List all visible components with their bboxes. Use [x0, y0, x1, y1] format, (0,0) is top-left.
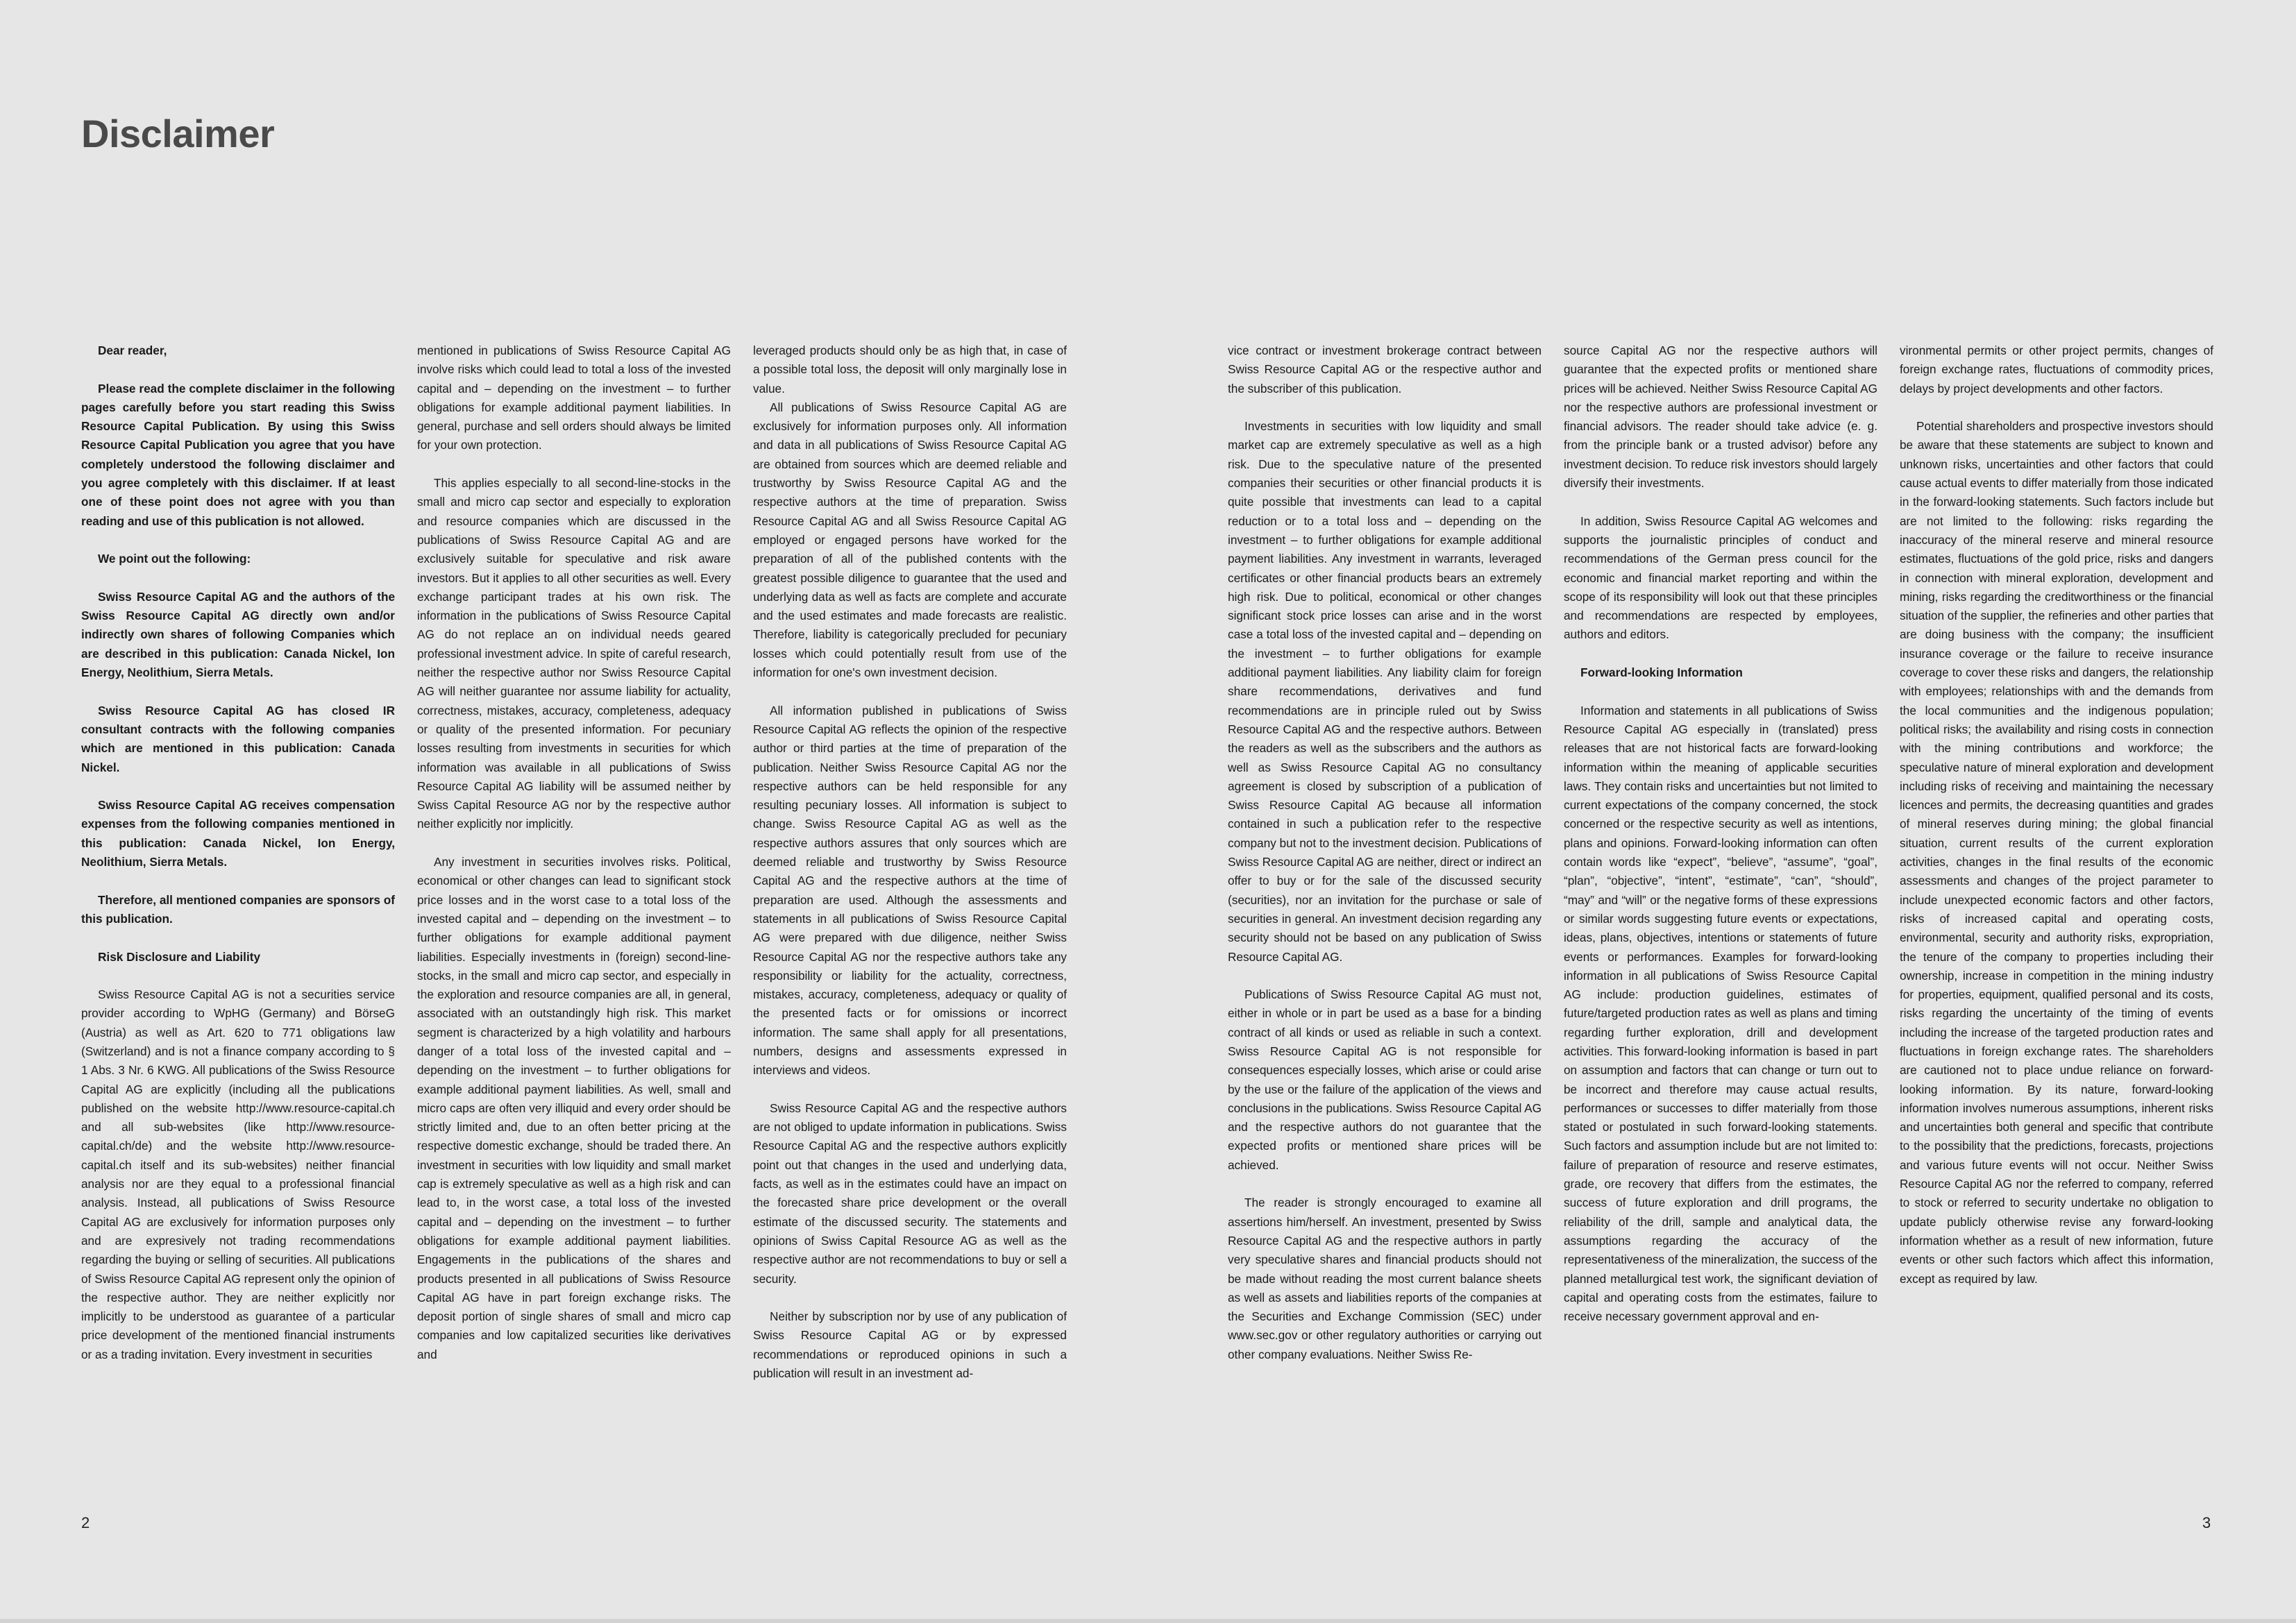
column-1 — [81, 341, 395, 1364]
paragraph: The reader is strongly encouraged to examine all assertions him/herself. An investment, presented by Swiss Resource Capital AG and the respective authors in partly very speculative shares and financial products should not be made without reading the most current balance sheets as well as assets and liabilities reports of the companies at the Securities and Exchange Commission (SEC) under www.sec.gov or other regulatory authorities or carrying out other company evaluations. Neither Swiss Re- — [1228, 1196, 1542, 1361]
page-number-left: 2 — [81, 1514, 90, 1531]
page-title: Disclaimer — [81, 112, 275, 155]
risk-disclosure-heading: Risk Disclosure and Liability — [98, 949, 261, 964]
paragraph: mentioned in publications of Swiss Resource Capital AG involve risks which could lead to total a loss of the invested capital and – depending on the investment – to further obligations for example additional payment liabilities. In general, purchase and sell orders should always be limited for your own protection. — [417, 343, 731, 452]
page-number-right: 3 — [2202, 1514, 2211, 1531]
paragraph: Any investment in securities involves risks. Political, economical or other changes can lead to significant stock price losses and in the worst case to a total loss of the invested capital and – depending on the investment – to further obligations for example additional payment liabilities. Especially investments in (foreign) second-line-stocks, in the small and micro cap sector, and especially in the exploration and resource companies are all, in general, associated with an outstandingly high risk. This market segment is characterized by a high volatility and harbours danger of a total loss of the invested capital and – depending on the investment – to further obligations for example additional payment liabilities. As well, small and micro caps are often very illiquid and every order should be strictly limited and, due to an often better pricing at the respective domestic exchange, should be traded there. An investment in securities with low liquidity and small market cap is extremely speculative as well as a high risk and can lead to, in the worst case, a total loss of the invested capital and – depending on the investment – to further obligations for example additional payment liabilities. Engagements in the publications of the shares and products presented in all publications of Swiss Resource Capital AG have in part foreign exchange risks. The deposit portion of single shares of small and micro cap companies and low capitalized securities like derivatives and — [417, 855, 731, 1361]
column-2 — [417, 341, 731, 1364]
sponsors-paragraph: Therefore, all mentioned companies are sponsors of this publication. — [81, 892, 395, 926]
paragraph: In addition, Swiss Resource Capital AG welcomes and supports the journalistic principles of conduct and recommendations of the German press council for the economic and financial market reporting and within the scope of its responsibility will look out that these principles and recommendations are respected by employees, authors and editors. — [1564, 513, 1877, 642]
paragraph: Potential shareholders and prospective investors should be aware that these statements are subject to known and unknown risks, uncertainties and other factors that could cause actual events to differ materially from those indicated in the forward-looking statements. Such factors include but are not limited to the following: risks regarding the inaccuracy of the mineral reserve and mineral resource estimates, fluctuations of the gold price, risks and dangers in connection with mineral exploration, development and mining, risks regarding the creditworthiness or the financial situation of the supplier, the refineries and other parties that are doing business with the company; the insufficient insurance coverage or the failure to receive insurance coverage to cover these risks and dangers, the relationship with employees; relationships with and the demands from the local communities and the indigenous population; political risks; the availability and rising costs in connection with the mining contributions and workforce; the speculative nature of mineral exploration and development including risks of receiving and maintaining the necessary licences and permits, the decreasing quantities and grades of mineral reserves during mining; the global financial situation, current results of the current exploration activities, changes in the final results of the economic assessments and changes of the project parameter to include unexpected economic factors and other factors, risks of increased capital and operating costs, environmental, security and authority risks, expropriation, the tenure of the company to properties including their ownership, increase in competition in the mining industry for properties, equipment, qualified personal and its costs, risks regarding the uncertainty of the timing of events including the increase of the targeted production rates and fluctuations in foreign exchange rates. The shareholders are cautioned not to place undue reliance on forward-looking information. By its nature, forward-looking information involves numerous assumptions, inherent risks and uncertainties both general and specific that contribute to the possibility that the predictions, forecasts, projections and various future events will not occur. Neither Swiss Resource Capital AG nor the referred to company, referred to stock or referred to security undertake no obligation to update publicly otherwise revise any forward-looking information whether as a result of new information, future events or other such factors which affect this information, except as required by law. — [1900, 419, 2213, 1286]
column-3 — [753, 341, 1067, 1383]
forward-looking-heading: Forward-looking Information — [1580, 665, 1743, 680]
page-bottom-edge — [0, 1619, 2296, 1623]
paragraph: leveraged products should only be as high that, in case of a possible total loss, the deposit will only marginally lose in value. — [753, 343, 1067, 396]
paragraph: All information published in publications of Swiss Resource Capital AG reflects the opinion of the respective author or third parties at the time of preparation of the publication. Neither Swiss Resource Capital AG nor the respective authors can be held responsible for any resulting pecuniary losses. All information is subject to change. Swiss Resource Capital AG as well as the respective authors assures that only sources which are deemed reliable and trustworthy by Swiss Resource Capital AG and the respective authors at the time of preparation are used. Although the assessments and statements in all publications of Swiss Resource Capital AG were prepared with due diligence, neither Swiss Resource Capital AG nor the respective authors take any responsibility or liability for the actuality, correctness, mistakes, accuracy, completeness, adequacy or quality of the presented facts or for omissions or incorrect information. The same shall apply for all presentations, numbers, designs and assessments expressed in interviews and videos. — [753, 703, 1067, 1078]
paragraph: Publications of Swiss Resource Capital AG must not, either in whole or in part be used as a base for a binding contract of all kinds or used as reliable in such a context. Swiss Resource Capital AG is not responsible for consequences especially losses, which arise or could arise by the use or the failure of the application of the views and conclusions in the publications. Swiss Resource Capital AG and the respective authors do not guarantee that the expected profits or mentioned share prices will be achieved. — [1228, 987, 1542, 1172]
ir-contracts-paragraph: Swiss Resource Capital AG has closed IR consultant contracts with the following companies which are mentioned in this publication: Canada Nickel. — [81, 703, 395, 774]
point-out-paragraph: We point out the following: — [98, 552, 251, 566]
paragraph: source Capital AG nor the respective authors will guarantee that the expected profits or mentioned share prices will be achieved. Neither Swiss Resource Capital AG nor the respective authors are professional investment or financial advisors. The reader should take advice (e. g. from the principle bank or a trusted advisor) before any investment decision. To reduce risk investors should largely diversify their investments. — [1564, 343, 1877, 491]
paragraph: vironmental permits or other project permits, changes of foreign exchange rates, fluctuations of commodity prices, delays by project developments and other factors. — [1900, 343, 2213, 396]
paragraph: This applies especially to all second-line-stocks in the small and micro cap sector and especially to exploration and resource companies which are discussed in the publications of Swiss Resource Capital AG and are exclusively suitable for speculative and risk aware investors. But it applies to all other securities as well. Every exchange participant trades at his own risk. The information in the publications of Swiss Resource Capital AG do not replace an on individual needs geared professional investment advice. In spite of careful research, neither the respective author nor Swiss Resource Capital AG will neither guarantee nor assume liability for actuality, correctness, mistakes, accuracy, completeness, adequacy or quality of the presented information. For pecuniary losses resulting from investments in securities for which information was available in all publications of Swiss Resource Capital AG liability will be assumed neither by Swiss Capital Resource AG nor by the respective author neither explicitly nor implicitly. — [417, 476, 731, 831]
column-6 — [1900, 341, 2213, 1289]
paragraph: vice contract or investment brokerage contract between Swiss Resource Capital AG or the respective author and the subscriber of this publication. — [1228, 343, 1542, 396]
risk-paragraph: Swiss Resource Capital AG is not a securities service provider according to WpHG (Germany) and BörseG (Austria) as well as Art. 620 to 771 obligations law (Switzerland) and is not a finance company according to § 1 Abs. 3 Nr. 6 KWG. All publications of the Swiss Resource Capital AG are explicitly (including all the publications published on the website http://www.resource-capital.ch and all sub-websites (like http://www.resource-capital.ch/de) and the website http://www.resource-capital.ch itself and its sub-websites) neither financial analysis nor are they equal to a professional financial analysis. Instead, all publications of Swiss Resource Capital AG are exclusively for information purposes only and are expresively not trading recommendations regarding the buying or selling of securities. All publications of Swiss Resource Capital AG represent only the opinion of the respective author. They are neither explicitly nor implicitly to be understood as guarantee of a particular price development of the mentioned financial instruments or as a trading invitation. Every investment in securities — [81, 987, 395, 1361]
paragraph: Information and statements in all publications of Swiss Resource Capital AG especially in (translated) press releases that are not historical facts are forward-looking information within the meaning of applicable securities laws. They contain risks and uncertainties but not limited to current expectations of the company concerned, the stock concerned or the respective security as well as intentions, plans and opinions. Forward-looking information can often contain words like “expect”, “believe”, “assume”, “goal”, “plan”, “objective”, “intent”, “estimate”, “can”, “should”, “may” and “will” or the negative forms of these expressions or similar words suggesting future events or expectations, ideas, plans, objectives, intentions or statements of future events or performances. Examples for forward-looking information in all publications of Swiss Resource Capital AG include: production guidelines, estimates of future/targeted production rates as well as plans and timing regarding further exploration, drill and development activities. This forward-looking information is based in part on assumption and factors that can change or turn out to be incorrect and therefore may cause actual results, performances or successes to differ materially from those stated or postulated in such forward-looking statements. Such factors and assumption include but are not limited to: failure of preparation of resource and reserve estimates, grade, ore recovery that differs from the estimates, the success of future exploration and drill programs, the reliability of the drill, sample and analytical data, the assumptions regarding the accuracy of the representativeness of the mineralization, the success of the planned metallurgical test work, the significant deviation of capital and operating costs from the estimates, failure to receive necessary government approval and en- — [1564, 703, 1877, 1324]
paragraph: Neither by subscription nor by use of any publication of Swiss Resource Capital AG or by expressed recommendations or reproduced opinions in such a publication will result in an investment ad- — [753, 1309, 1067, 1381]
paragraph: Investments in securities with low liquidity and small market cap are extremely speculative as well as a high risk. Due to the speculative nature of the presented companies their securities or other financial products it is quite possible that investments can lead to a capital reduction or to a total loss and – depending on the investment – to further obligations for example additional payment liabilities. Any investment in warrants, leveraged certificates or other financial products bears an extremely high risk. Due to political, economical or other changes significant stock price losses can arise and in the worst case a total loss of the invested capital and – depending on the investment – to further obligations for example additional payment liabilities. Any liability claim for foreign share recommendations, derivatives and fund recommendations are in principle ruled out by Swiss Resource Capital AG and the respective authors. Between the readers as well as the subscribers and the authors as well as Swiss Resource Capital AG no consultancy agreement is closed by subscription of a publication of Swiss Resource Capital AG because all information contained in such a publication refer to the respective company but not to the investment decision. Publications of Swiss Resource Capital AG are neither, direct or indirect an offer to buy or for the sale of the discussed security (securities), nor an invitation for the purchase or sale of securities in general. An investment decision regarding any security should not be based on any publication of Swiss Resource Capital AG. — [1228, 419, 1542, 964]
paragraph: Swiss Resource Capital AG and the respective authors are not obliged to update information in publications. Swiss Resource Capital AG and the respective authors explicitly point out that changes in the used and underlying data, facts, as well as in the estimates could have an impact on the forecasted share price development or the overall estimate of the discussed security. The statements and opinions of Swiss Capital Resource AG as well as the respective author are not recommendations to buy or sell a security. — [753, 1101, 1067, 1286]
intro-paragraph: Please read the complete disclaimer in the following pages carefully before you start reading this Swiss Resource Capital Publication. By using this Swiss Resource Capital Publication you agree that you have completely understood the following disclaimer and you agree completely with this disclaimer. If at least one of these point does not agree with you than reading and use of this publication is not allowed. — [81, 381, 395, 528]
column-4 — [1228, 341, 1542, 1364]
compensation-paragraph: Swiss Resource Capital AG receives compensation expenses from the following companies mentioned in this publication: Canada Nickel, Ion Energy, Neolithium, Sierra Metals. — [81, 798, 395, 869]
shares-paragraph: Swiss Resource Capital AG and the authors of the Swiss Resource Capital AG directly own and/or indirectly own shares of following Companies which are described in this publication: Canada Nickel, Ion Energy, Neolithium, Sierra Metals. — [81, 589, 395, 680]
column-5 — [1564, 341, 1877, 1326]
paragraph: All publications of Swiss Resource Capital AG are exclusively for information purposes only. All information and data in all publications of Swiss Resource Capital AG are obtained from sources which are deemed reliable and trustworthy by Swiss Resource Capital AG and the respective authors at the time of preparation. Swiss Resource Capital AG and all Swiss Resource Capital AG employed or engaged persons have worked for the preparation of all of the published contents with the greatest possible diligence to guarantee that the used and underlying data as well as facts are complete and accurate and the used estimates and made forecasts are realistic. Therefore, liability is categorically precluded for pecuniary losses which could potentially result from use of the information for one's own investment decision. — [753, 400, 1067, 680]
greeting: Dear reader, — [98, 343, 167, 357]
